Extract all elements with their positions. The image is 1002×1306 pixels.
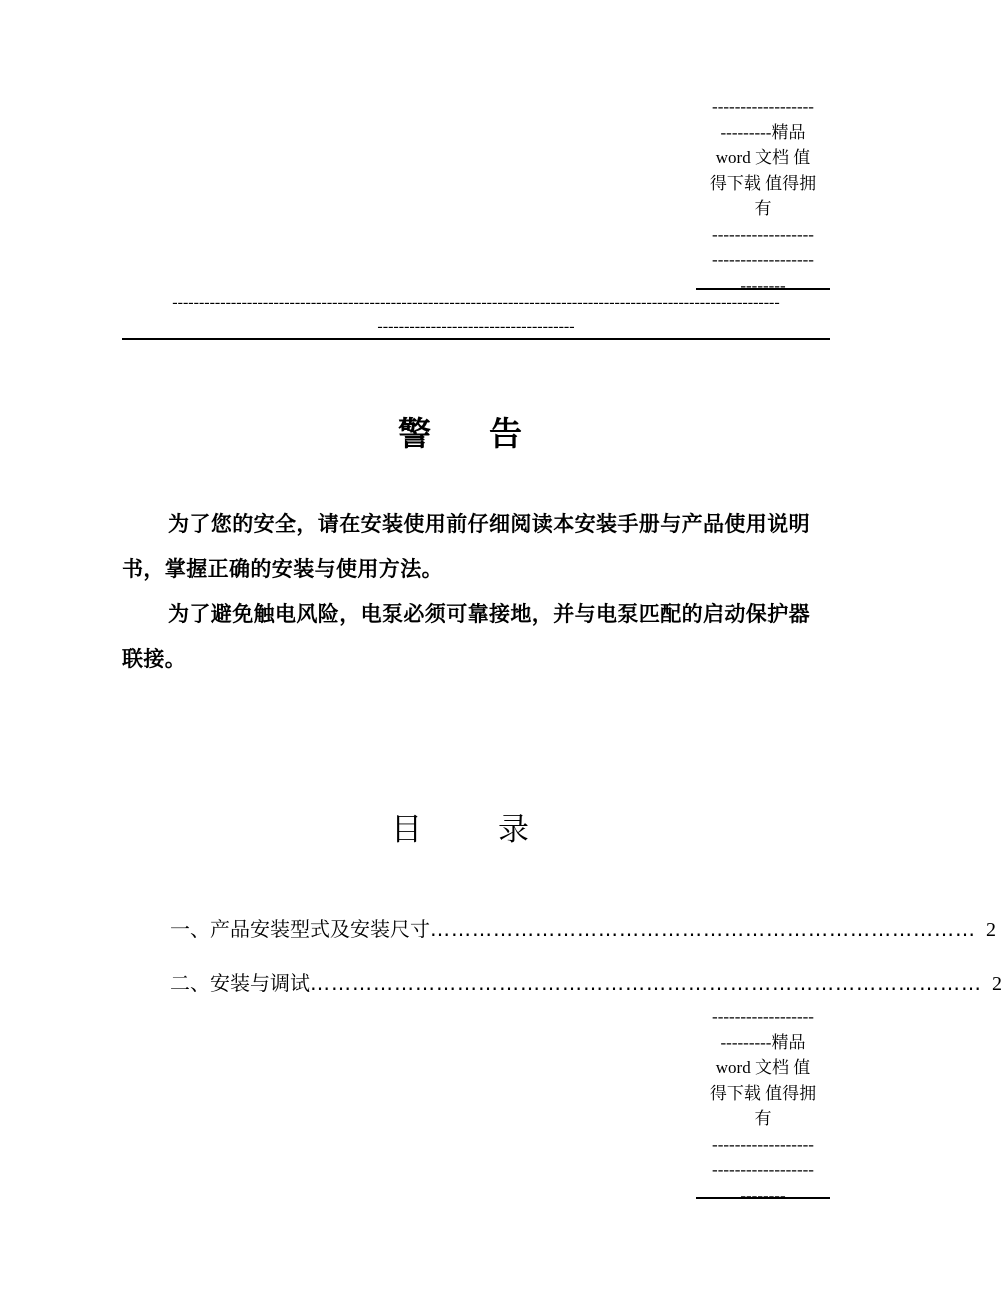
toc-title: 目录	[391, 812, 605, 848]
footer-line: ---------精品	[720, 1032, 806, 1052]
warning-paragraph-1: 为了您的安全，请在安装使用前仔细阅读本安装手册与产品使用说明书，掌握正确的安装与使用方法。	[122, 512, 810, 581]
toc-item-label: 一、产品安装型式及安装尺寸	[170, 917, 430, 941]
warning-title: 警告	[398, 414, 580, 453]
footer-line: 得下载 值得拥	[709, 1083, 817, 1103]
header-line: ------------------	[712, 250, 814, 269]
header-line: 有	[754, 199, 772, 218]
footer-rule	[696, 1197, 830, 1199]
toc-item-page: 2	[986, 919, 996, 941]
separator-rule	[122, 338, 830, 340]
header-line: ------------------	[712, 97, 814, 116]
toc-item[interactable]	[170, 914, 996, 945]
toc-leader-dots: ……………………………………………………………………………………	[310, 971, 982, 995]
header-line: word 文档 值	[715, 148, 811, 167]
header-line: ---------精品	[720, 122, 806, 142]
footer-line: --------	[740, 1185, 786, 1205]
header-watermark	[696, 94, 830, 298]
toc-item[interactable]	[170, 968, 1002, 999]
footer-watermark	[696, 1004, 830, 1208]
footer-line: ------------------	[712, 1160, 814, 1179]
footer-line: 有	[754, 1109, 772, 1128]
toc-item-page: 2	[992, 973, 1002, 995]
footer-line: ------------------	[712, 1134, 814, 1154]
toc-leader-dots: ……………………………………………………………………	[430, 917, 976, 941]
separator-dashes-2: -------------------------------------	[377, 318, 575, 335]
footer-line: word 文档 值	[715, 1058, 811, 1077]
footer-line: ------------------	[712, 1007, 814, 1026]
header-line: 得下载 值得拥	[709, 173, 817, 193]
separator-dashes-1: ------------------------------------------------------------------------------------------------------------------	[172, 294, 780, 311]
toc-item-label: 二、安装与调试	[170, 971, 310, 995]
header-line: ------------------	[712, 224, 814, 244]
header-line: --------	[740, 275, 786, 295]
warning-paragraph-2: 为了避免触电风险，电泵必须可靠接地，并与电泵匹配的启动保护器联接。	[122, 602, 810, 671]
